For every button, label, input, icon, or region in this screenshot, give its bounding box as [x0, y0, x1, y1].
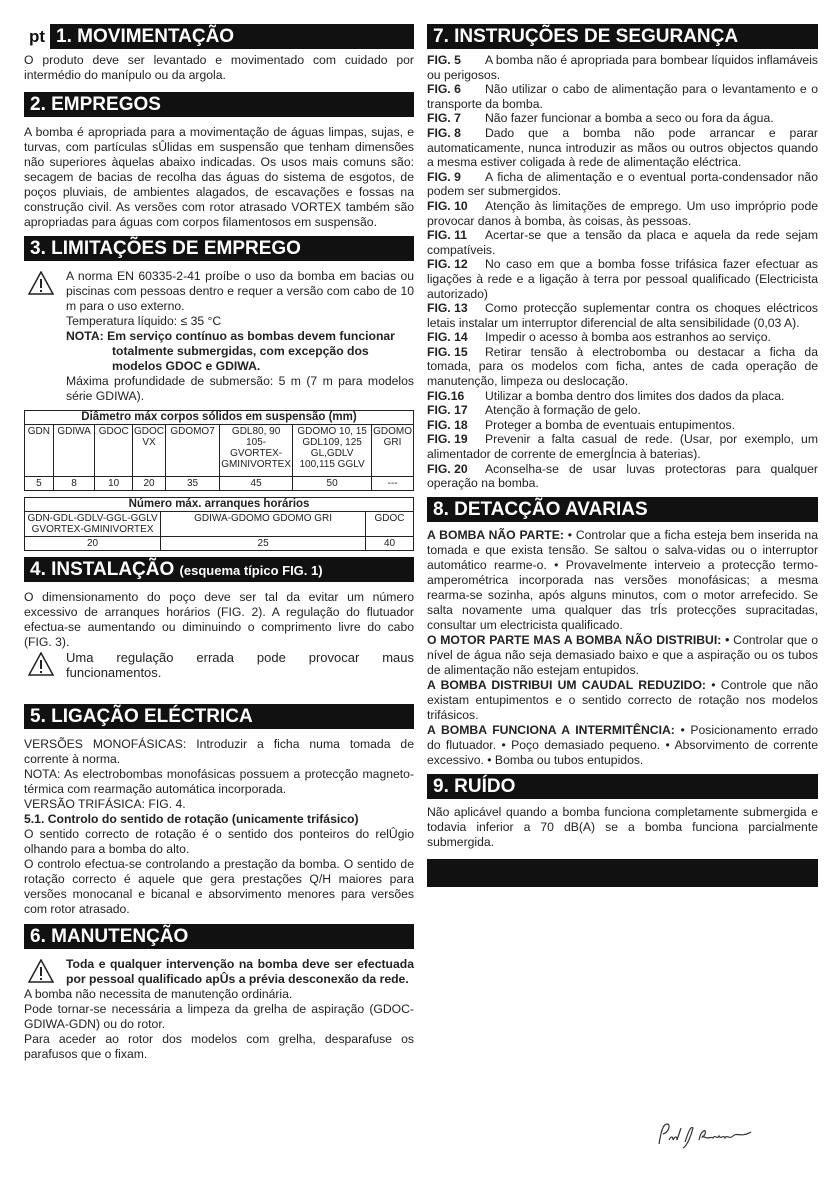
table-cell: 20 [133, 477, 166, 491]
safety-text: Prevenir a falta casual de rede. (Usar, por exemplo, um alimentador de corrente de emergÍncia à baterias). [427, 432, 818, 462]
fault-title: A BOMBA NÃO PARTE: [427, 527, 564, 542]
section-6-title: 6. MANUTENÇÃO [24, 924, 414, 949]
safety-text: A ficha de alimentação e o eventual porta-condensador não podem ser submergidos. [427, 169, 818, 199]
figure-ref: FIG. 11 [427, 228, 467, 243]
safety-item [427, 53, 818, 82]
section-1-text: O produto deve ser levantado e movimentado com cuidado por intermédio do manípulo ou da argola. [24, 53, 414, 82]
section-7-title: 7. INSTRUÇÕES DE SEGURANÇA [427, 24, 818, 49]
signature-image [655, 1118, 760, 1150]
starts-table-title: Número máx. arranques horários [25, 498, 414, 512]
figure-ref: FIG. 10 [427, 198, 468, 213]
section-1-title: 1. MOVIMENTAÇÃO [56, 26, 235, 47]
safety-text: Atenção à formação de gelo. [485, 403, 641, 418]
figure-ref: FIG. 20 [427, 461, 468, 476]
table-cell: 45 [220, 477, 293, 491]
table-cell: 8 [53, 477, 95, 491]
fault-item [427, 678, 818, 723]
section-5-p3: VERSÃO TRIFÁSICA: FIG. 4. [24, 797, 186, 811]
safety-item [427, 330, 818, 345]
safety-text: Aconselha-se de usar luvas protectoras para qualquer operação na bomba. [427, 461, 818, 491]
fault-title: O MOTOR PARTE MAS A BOMBA NÃO DISTRIBUI: • [427, 632, 730, 647]
section-5-title: 5. LIGAÇÃO ELÉCTRICA [24, 704, 414, 729]
section-3-nota [66, 329, 414, 374]
figure-ref: FIG. 8 [427, 125, 461, 140]
depth-text: Máxima profundidade de submersão: 5 m (7 m para modelos série GDIWA). [66, 374, 414, 403]
figure-ref: FIG. 13 [427, 301, 468, 316]
section-9-text: Não aplicável quando a bomba funciona completamente submergida e todavia inferior a 70 dB(A) se a bomba funciona parcialmente submergida. [427, 804, 818, 849]
safety-text: Como protecção suplementar contra os choques eléctricos letais instalar um interruptor diferencial de alta sensibilidade (0,03 A). [427, 301, 818, 330]
figure-ref: FIG. 7 [427, 111, 461, 126]
fault-title: A BOMBA FUNCIONA A INTERMITÊNCIA: [427, 722, 675, 737]
figure-ref: FIG. 19 [427, 432, 468, 447]
black-bar [427, 859, 818, 887]
section-4-subtitle: (esquema típico FIG. 1) [179, 563, 323, 578]
safety-item [427, 418, 818, 433]
safety-item [427, 126, 818, 170]
table-header-cell: GDOMO GRI [372, 425, 414, 477]
table-cell: 10 [95, 477, 133, 491]
warning-icon [28, 271, 54, 295]
section-6-warning-text: Toda e qualquer intervenção na bomba deve ser efectuada por pessoal qualificado apÛs a prévia desconexão da rede. [66, 957, 414, 986]
figure-ref: FIG. 6 [427, 82, 461, 97]
figure-ref: FIG. 5 [427, 53, 461, 67]
safety-item [427, 170, 818, 199]
safety-item [427, 345, 818, 389]
section-5-1-title: 5.1. Controlo do sentido de rotação (unicamente trifásico) [24, 812, 359, 826]
safety-item [427, 462, 818, 491]
table-header-cell: GDOC [366, 512, 414, 537]
section-5-p2: NOTA: As electrobombas monofásicas possuem a protecção magneto-térmica com rearmação automática incorporada. [24, 767, 414, 796]
table-header-cell: GDOMO 10, 15 GDL109, 125 GL,GDLV 100,115 GGLV [293, 425, 372, 477]
table-cell: 5 [25, 477, 54, 491]
figure-ref: FIG.16 [427, 388, 465, 403]
safety-text: Retirar tensão à electrobomba ou destacar a ficha da tomada, para os modelos com ficha, antes de cada operação de manutenção, limpeza ou deslocação. [427, 344, 818, 389]
table-cell: 40 [366, 537, 414, 551]
section-4-title: 4. INSTALAÇÃO [30, 559, 175, 580]
fault-item [427, 528, 818, 633]
fault-text: • Posicionamento errado do flutuador. • Poço demasiado pequeno. • Absorvimento de corrente excessivo. • Bomba ou tubos entupidos. [427, 722, 818, 767]
temperature-text: Temperatura líquido: ≤ 35 °C [66, 314, 222, 328]
table-header-cell: GDN [25, 425, 54, 477]
safety-text: Não utilizar o cabo de alimentação para o levantamento e o transporte da bomba. [427, 82, 818, 111]
fault-text: Controlar que o nível de água não seja demasiado baixo e que a aspiração ou os tubos de alimentação não estejam entupidos. [427, 632, 818, 677]
safety-text: Dado que a bomba não pode arrancar e parar automaticamente, nunca introduzir as mãos ou outros objectos quando a mesma estiver coligada à rede de alimentação eléctrica. [427, 125, 818, 170]
section-6-warning [24, 957, 414, 987]
safety-text: Utilizar a bomba dentro dos limites dos dados da placa. [485, 388, 785, 403]
section-6-p2: Pode tornar-se necessária a limpeza da grelha de aspiração (GDOC-GDIWA-GDN) ou do rotor. [24, 1002, 414, 1031]
fault-text: • Controle que não existam entupimentos e o sentido correcto de rotação nos modelos trifásicos. [427, 677, 818, 722]
safety-text: Acertar-se que a tensão da placa e aquela da rede sejam compatíveis. [427, 228, 818, 257]
table-header-cell: GDOC VX [133, 425, 166, 477]
section-3-warning [24, 269, 414, 404]
language-badge: pt [24, 24, 50, 49]
safety-text: No caso em que a bomba fosse trifásica fazer efectuar as ligações à rede e a ligação à terra por pessoal qualificado (Electricista autorizado) [427, 257, 818, 301]
safety-text: Atenção às limitações de emprego. Um uso impróprio pode provocar danos à bomba, às coisas, às pessoas. [427, 198, 818, 228]
safety-item [427, 389, 818, 404]
section-8-title: 8. DETACÇÃO AVARIAS [427, 497, 818, 522]
safety-item [427, 403, 818, 418]
fault-title: A BOMBA DISTRIBUI UM CAUDAL REDUZIDO: [427, 677, 706, 692]
section-4-text: O dimensionamento do poço deve ser tal da evitar um número excessivo de arranques horários (FIG. 2). A regulação do flutuador efectua-se aumentando ou diminuindo o comprimento livre do cabo (FIG. 3). [24, 590, 414, 649]
figure-ref: FIG. 12 [427, 257, 468, 272]
section-3-title: 3. LIMITAÇÕES DE EMPREGO [24, 236, 414, 261]
safety-list [427, 53, 818, 491]
safety-text: A bomba não é apropriada para bombear líquidos inflamáveis ou perigosos. [427, 53, 818, 82]
table-cell: 20 [25, 537, 161, 551]
figure-ref: FIG. 18 [427, 417, 468, 432]
section-4-warning-text: Uma regulação errada pode provocar maus funcionamentos. [66, 650, 414, 680]
figure-ref: FIG. 15 [427, 344, 468, 359]
table-header-cell: GDOMO7 [166, 425, 220, 477]
safety-item [427, 228, 818, 257]
figure-ref: FIG. 17 [427, 403, 468, 418]
section-5-p4: O sentido correcto de rotação é o sentido dos ponteiros do relÛgio olhando para a bomba do alto. [24, 827, 414, 856]
table-cell: 25 [161, 537, 366, 551]
figure-ref: FIG. 9 [427, 169, 461, 184]
warning-icon [28, 959, 54, 983]
table-cell: 35 [166, 477, 220, 491]
section-6-p3: Para aceder ao rotor dos modelos com grelha, desparafuse os parafusos que o fixam. [24, 1032, 414, 1061]
starts-table [24, 497, 414, 551]
nota-text: Em serviço contínuo as bombas devem funcionar totalmente submergidas, com excepção dos modelos GDOC e GDIWA. [107, 329, 395, 373]
safety-text: Não fazer funcionar a bomba a seco ou fora da água. [485, 111, 774, 126]
table-header-cell: GDIWA-GDOMO GDOMO GRI [161, 512, 366, 537]
figure-ref: FIG. 14 [427, 330, 468, 345]
safety-item [427, 257, 818, 301]
section-1-header [24, 24, 414, 49]
table-header-cell: GDN-GDL-GDLV-GGL-GGLV GVORTEX-GMINIVORTEX [25, 512, 161, 537]
section-5-p5: O controlo efectua-se controlando a prestação da bomba. O sentido de rotação correcto é aquele que gera prestações Q/H maiores para versões monocanal e bicanal e absorvimento menores para versões com rotor atrasado. [24, 857, 414, 916]
left-column [24, 24, 414, 1062]
section-5-body [24, 737, 414, 917]
fault-item [427, 633, 818, 678]
table-cell: --- [372, 477, 414, 491]
table-header-cell: GDL80, 90 105- GVORTEX- GMINIVORTEX [220, 425, 293, 477]
table-header-cell: GDIWA [53, 425, 95, 477]
solids-table-title: Diâmetro máx corpos sólidos em suspensão (mm) [25, 411, 414, 425]
section-2-title: 2. EMPREGOS [24, 92, 414, 117]
table-header-cell: GDOC [95, 425, 133, 477]
troubleshooting-list [427, 528, 818, 768]
section-2-text: A bomba é apropriada para a movimentação de águas limpas, sujas, e turvas, com partículas sÛlidas em suspensão que tenham dimensões não superiores àquelas abaixo indicadas. Os usos mais comuns são: secagem de bacias de recolha das águas do sistema de esgotos, de poços pluviais, de ambientes alagados, de escavações e fossas na construção civil. As versões com rotor atrasado VORTEX também são apropriadas para águas com corpos filamentosos em suspensão. [24, 125, 414, 229]
section-4-header [24, 557, 414, 582]
right-column [427, 24, 818, 887]
safety-item [427, 432, 818, 461]
table-cell: 50 [293, 477, 372, 491]
section-9-title: 9. RUÍDO [427, 774, 818, 799]
warning-icon [28, 652, 54, 676]
fault-item [427, 723, 818, 768]
safety-item [427, 111, 818, 126]
safety-item [427, 82, 818, 111]
solids-table [24, 410, 414, 491]
safety-text: Impedir o acesso à bomba aos estranhos ao serviço. [485, 330, 771, 345]
safety-item [427, 301, 818, 330]
section-3-warning-text: A norma EN 60335-2-41 proíbe o uso da bomba em bacias ou piscinas com pessoas dentro e requer a versão com cabo de 10 m para o uso externo. [66, 269, 414, 313]
nota-label: NOTA: [66, 329, 104, 343]
section-5-p1: VERSÕES MONOFÁSICAS: Introduzir a ficha numa tomada de corrente à norma. [24, 737, 414, 766]
safety-item [427, 199, 818, 228]
fault-text: • Controlar que a ficha esteja bem inserida na tomada e que exista tensão. Se saltou o salva-vidas ou o interruptor automático rearme-o. • Provavelmente interveio a protecção termo-amperométrica incorporada nas versões monofásicas; a mesma rearma-se sozinha, após alguns minutos, com o motor arrefecido. Se salta novamente uma qualquer das trÍs protecções supracitadas, consultar um electricista qualificado. [427, 527, 818, 632]
safety-text: Proteger a bomba de eventuais entupimentos. [485, 417, 736, 432]
section-6-p1: A bomba não necessita de manutenção ordinária. [24, 987, 293, 1001]
section-4-warning [24, 650, 414, 680]
